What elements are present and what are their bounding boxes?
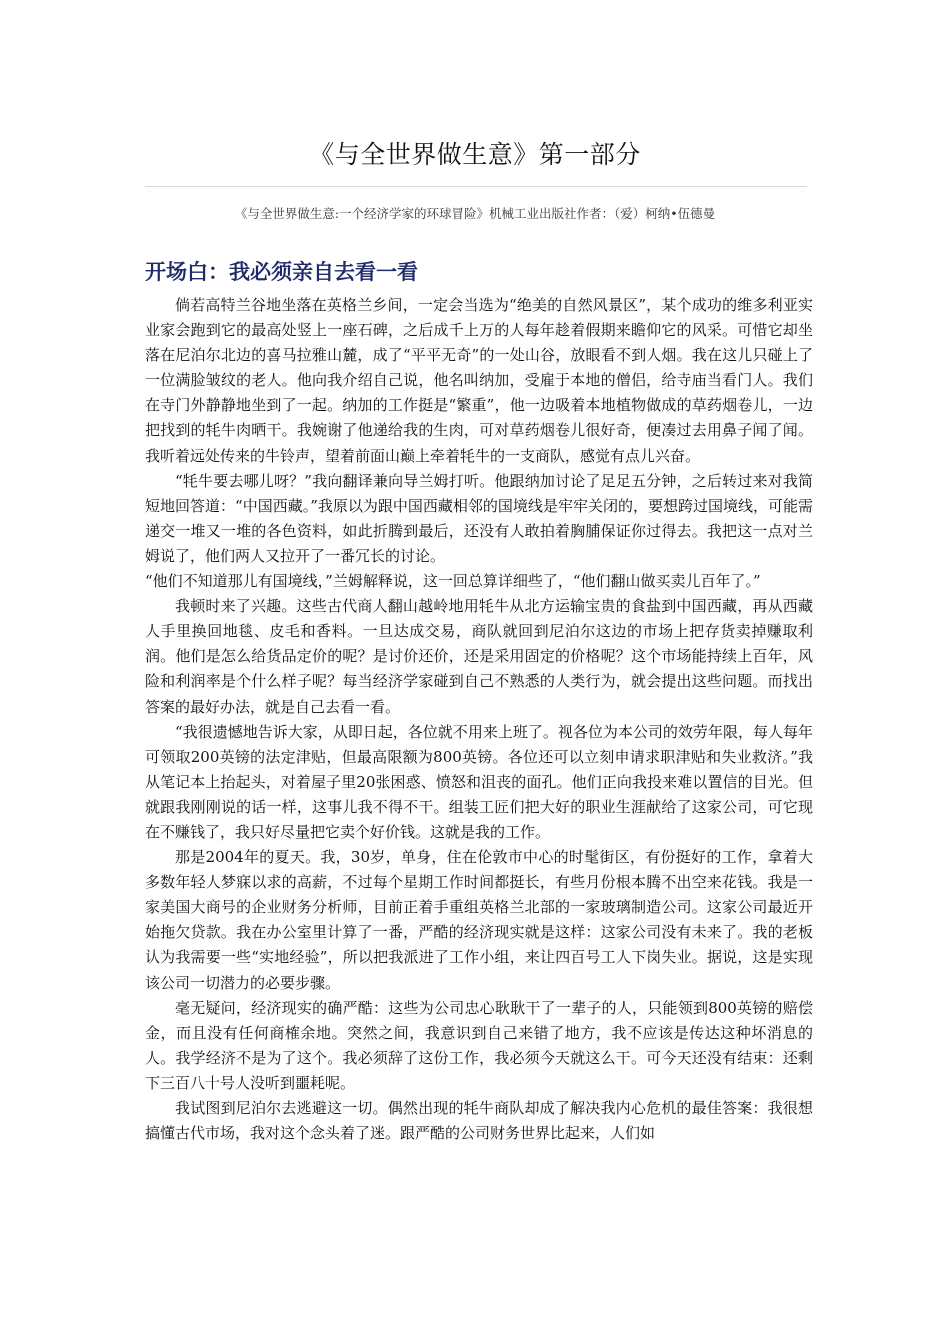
page-title: 《与全世界做生意》第一部分 xyxy=(309,140,641,169)
paragraph: “牦牛要去哪儿呀？”我向翻译兼向导兰姆打听。他跟纳加讨论了足足五分钟，之后转过来对我简短地回答道：“中国西藏。”我原以为跟中国西藏相邻的国境线是牢牢关闭的，要想跨过国境线，可能需递交一堆又一堆的各色资料，如此折腾到最后，还没有人敢拍着胸脯保证你过得去。我把这一点对兰姆说了，他们两人又拉开了一番冗长的讨论。 xyxy=(145,471,813,565)
title-divider xyxy=(145,186,807,187)
paragraph: 我试图到尼泊尔去逃避这一切。偶然出现的牦牛商队却成了解决我内心危机的最佳答案：我很想搞懂古代市场，我对这个念头着了迷。跟严酷的公司财务世界比起来，人们如 xyxy=(145,1099,813,1143)
section-heading: 开场白：我必须亲自去看一看 xyxy=(145,260,418,284)
paragraph: “他们不知道那儿有国境线，”兰姆解释说，这一回总算详细些了，“他们翻山做买卖儿百年了。” xyxy=(145,572,761,591)
paragraph: “我很遗憾地告诉大家，从即日起，各位就不用来上班了。视各位为本公司的效劳年限，每人每年可领取200英镑的法定津贴，但最高限额为800英镑。各位还可以立刻申请求职津贴和失业救济。”我从笔记本上抬起头，对着屋子里20张困惑、愤怒和沮丧的面孔。他们正向我投来难以置信的目光。但就跟我刚刚说的话一样，这事儿我不得不干。组装工匠们把大好的职业生涯献给了这家公司，可它现在不赚钱了，我只好尽量把它卖个好价钱。这就是我的工作。 xyxy=(145,722,813,841)
body-text xyxy=(145,293,813,1146)
paragraph: 倘若高特兰谷地坐落在英格兰乡间，一定会当选为“绝美的自然风景区”，某个成功的维多利亚实业家会跑到它的最高处竖上一座石碑，之后成千上万的人每年趁着假期来瞻仰它的风采。可惜它却坐落在尼泊尔北边的喜马拉雅山麓，成了“平平无奇”的一处山谷，放眼看不到人烟。我在这儿只碰上了一位满脸皱纹的老人。他向我介绍自己说，他名叫纳加，受雇于本地的僧侣，给寺庙当看门人。我们在寺门外静静地坐到了一起。纳加的工作挺是“繁重”，他一边吸着本地植物做成的草药烟卷儿，一边把找到的牦牛肉晒干。我婉谢了他递给我的生肉，可对草药烟卷儿很好奇，便凑过去用鼻子闻了闻。我听着远处传来的牛铃声，望着前面山巅上牵着牦牛的一支商队，感觉有点儿兴奋。 xyxy=(145,296,813,465)
byline: 《与全世界做生意:一个经济学家的环球冒险》机械工业出版社作者：（爱）柯纳•伍德曼 xyxy=(234,206,716,221)
paragraph: 我顿时来了兴趣。这些古代商人翻山越岭地用牦牛从北方运输宝贵的食盐到中国西藏，再从西藏人手里换回地毯、皮毛和香料。一旦达成交易，商队就回到尼泊尔这边的市场上把存货卖掉赚取利润。他们是怎么给货品定价的呢？是讨价还价，还是采用固定的价格呢？这个市场能持续上百年，风险和利润率是个什么样子呢？每当经济学家碰到自己不熟悉的人类行为，就会提出这些问题。而找出答案的最好办法，就是自己去看一看。 xyxy=(145,597,813,716)
paragraph: 那是2004年的夏天。我，30岁，单身，住在伦敦市中心的时髦街区，有份挺好的工作，拿着大多数年轻人梦寐以求的高薪，不过每个星期工作时间都挺长，有些月份根本腾不出空来花钱。我是一家美国大商号的企业财务分析师，目前正着手重组英格兰北部的一家玻璃制造公司。这家公司最近开始拖欠贷款。我在办公室里计算了一番，严酷的经济现实就是这样：这家公司没有未来了。我的老板认为我需要一些“实地经验”，所以把我派进了工作小组，来让四百号工人下岗失业。据说，这是实现该公司一切潜力的必要步骤。 xyxy=(145,848,813,992)
paragraph: 毫无疑问，经济现实的确严酷：这些为公司忠心耿耿干了一辈子的人，只能领到800英镑的赔偿金，而且没有任何商榷余地。突然之间，我意识到自己来错了地方，我不应该是传达这种坏消息的人。我学经济不是为了这个。我必须辞了这份工作，我必须今天就这么干。可今天还没有结束：还剩下三百八十号人没听到噩耗呢。 xyxy=(145,998,813,1092)
